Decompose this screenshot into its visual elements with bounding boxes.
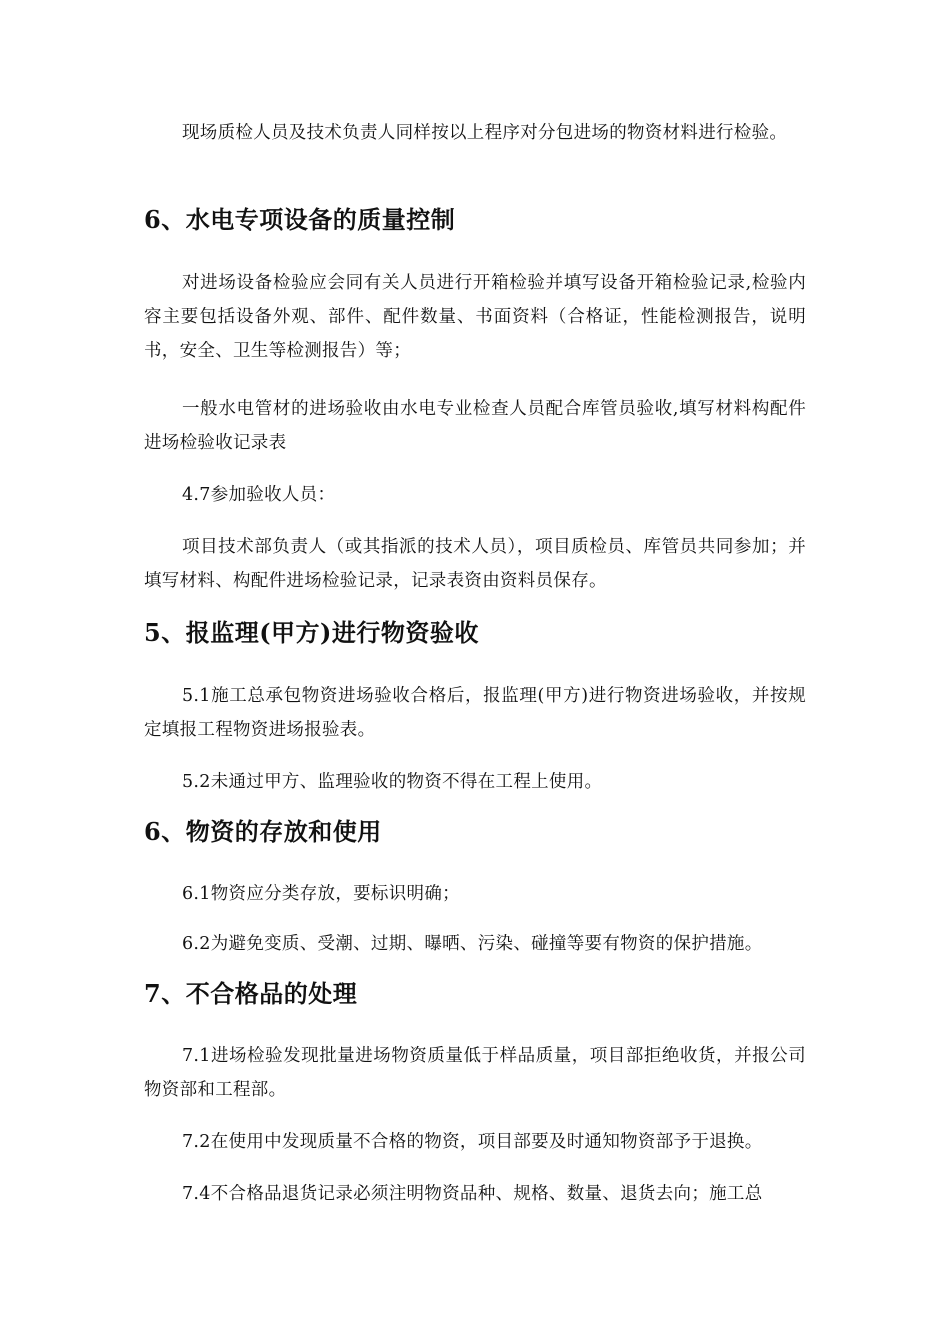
paragraph-equipment-unboxing: 对进场设备检验应会同有关人员进行开箱检验并填写设备开箱检验记录,检验内容主要包括设备外观、部件、配件数量、书面资料（合格证，性能检测报告，说明书，安全、卫生等检测报告）等； (144, 273, 806, 361)
paragraph-7-2: 7.2在使用中发现质量不合格的物资，项目部要及时通知物资部予于退换。 (182, 1132, 763, 1152)
paragraph-6-1: 6.1物资应分类存放，要标识明确； (182, 884, 460, 904)
heading-nonconforming-handling: 7、不合格品的处理 (144, 979, 358, 1008)
paragraph-subcontract-inspection: 现场质检人员及技术负责人同样按以上程序对分包进场的物资材料进行检验。 (182, 123, 788, 143)
paragraph-acceptance-personnel: 项目技术部负责人（或其指派的技术人员），项目质检员、库管员共同参加；并填写材料、构配件进场检验记录，记录表资由资料员保存。 (144, 537, 806, 591)
heading-equipment-quality-control: 6、水电专项设备的质量控制 (144, 205, 456, 234)
heading-storage-and-use: 6、物资的存放和使用 (144, 817, 382, 846)
paragraph-5-1: 5.1施工总承包物资进场验收合格后，报监理(甲方)进行物资进场验收，并按规定填报工程物资进场报验表。 (144, 686, 806, 740)
paragraph-7-1: 7.1进场检验发现批量进场物资质量低于样品质量，项目部拒绝收货，并报公司物资部和工程部。 (144, 1046, 806, 1100)
paragraph-acceptance-personnel-title: 4.7参加验收人员： (182, 485, 336, 505)
paragraph-7-4: 7.4不合格品退货记录必须注明物资品种、规格、数量、退货去向；施工总 (182, 1184, 763, 1204)
paragraph-5-2: 5.2未通过甲方、监理验收的物资不得在工程上使用。 (182, 772, 603, 792)
paragraph-pipe-acceptance: 一般水电管材的进场验收由水电专业检查人员配合库管员验收,填写材料构配件进场检验收记录表 (144, 399, 806, 453)
paragraph-6-2: 6.2为避免变质、受潮、过期、曝晒、污染、碰撞等要有物资的保护措施。 (182, 934, 763, 954)
heading-supervisor-acceptance: 5、报监理(甲方)进行物资验收 (144, 618, 479, 647)
